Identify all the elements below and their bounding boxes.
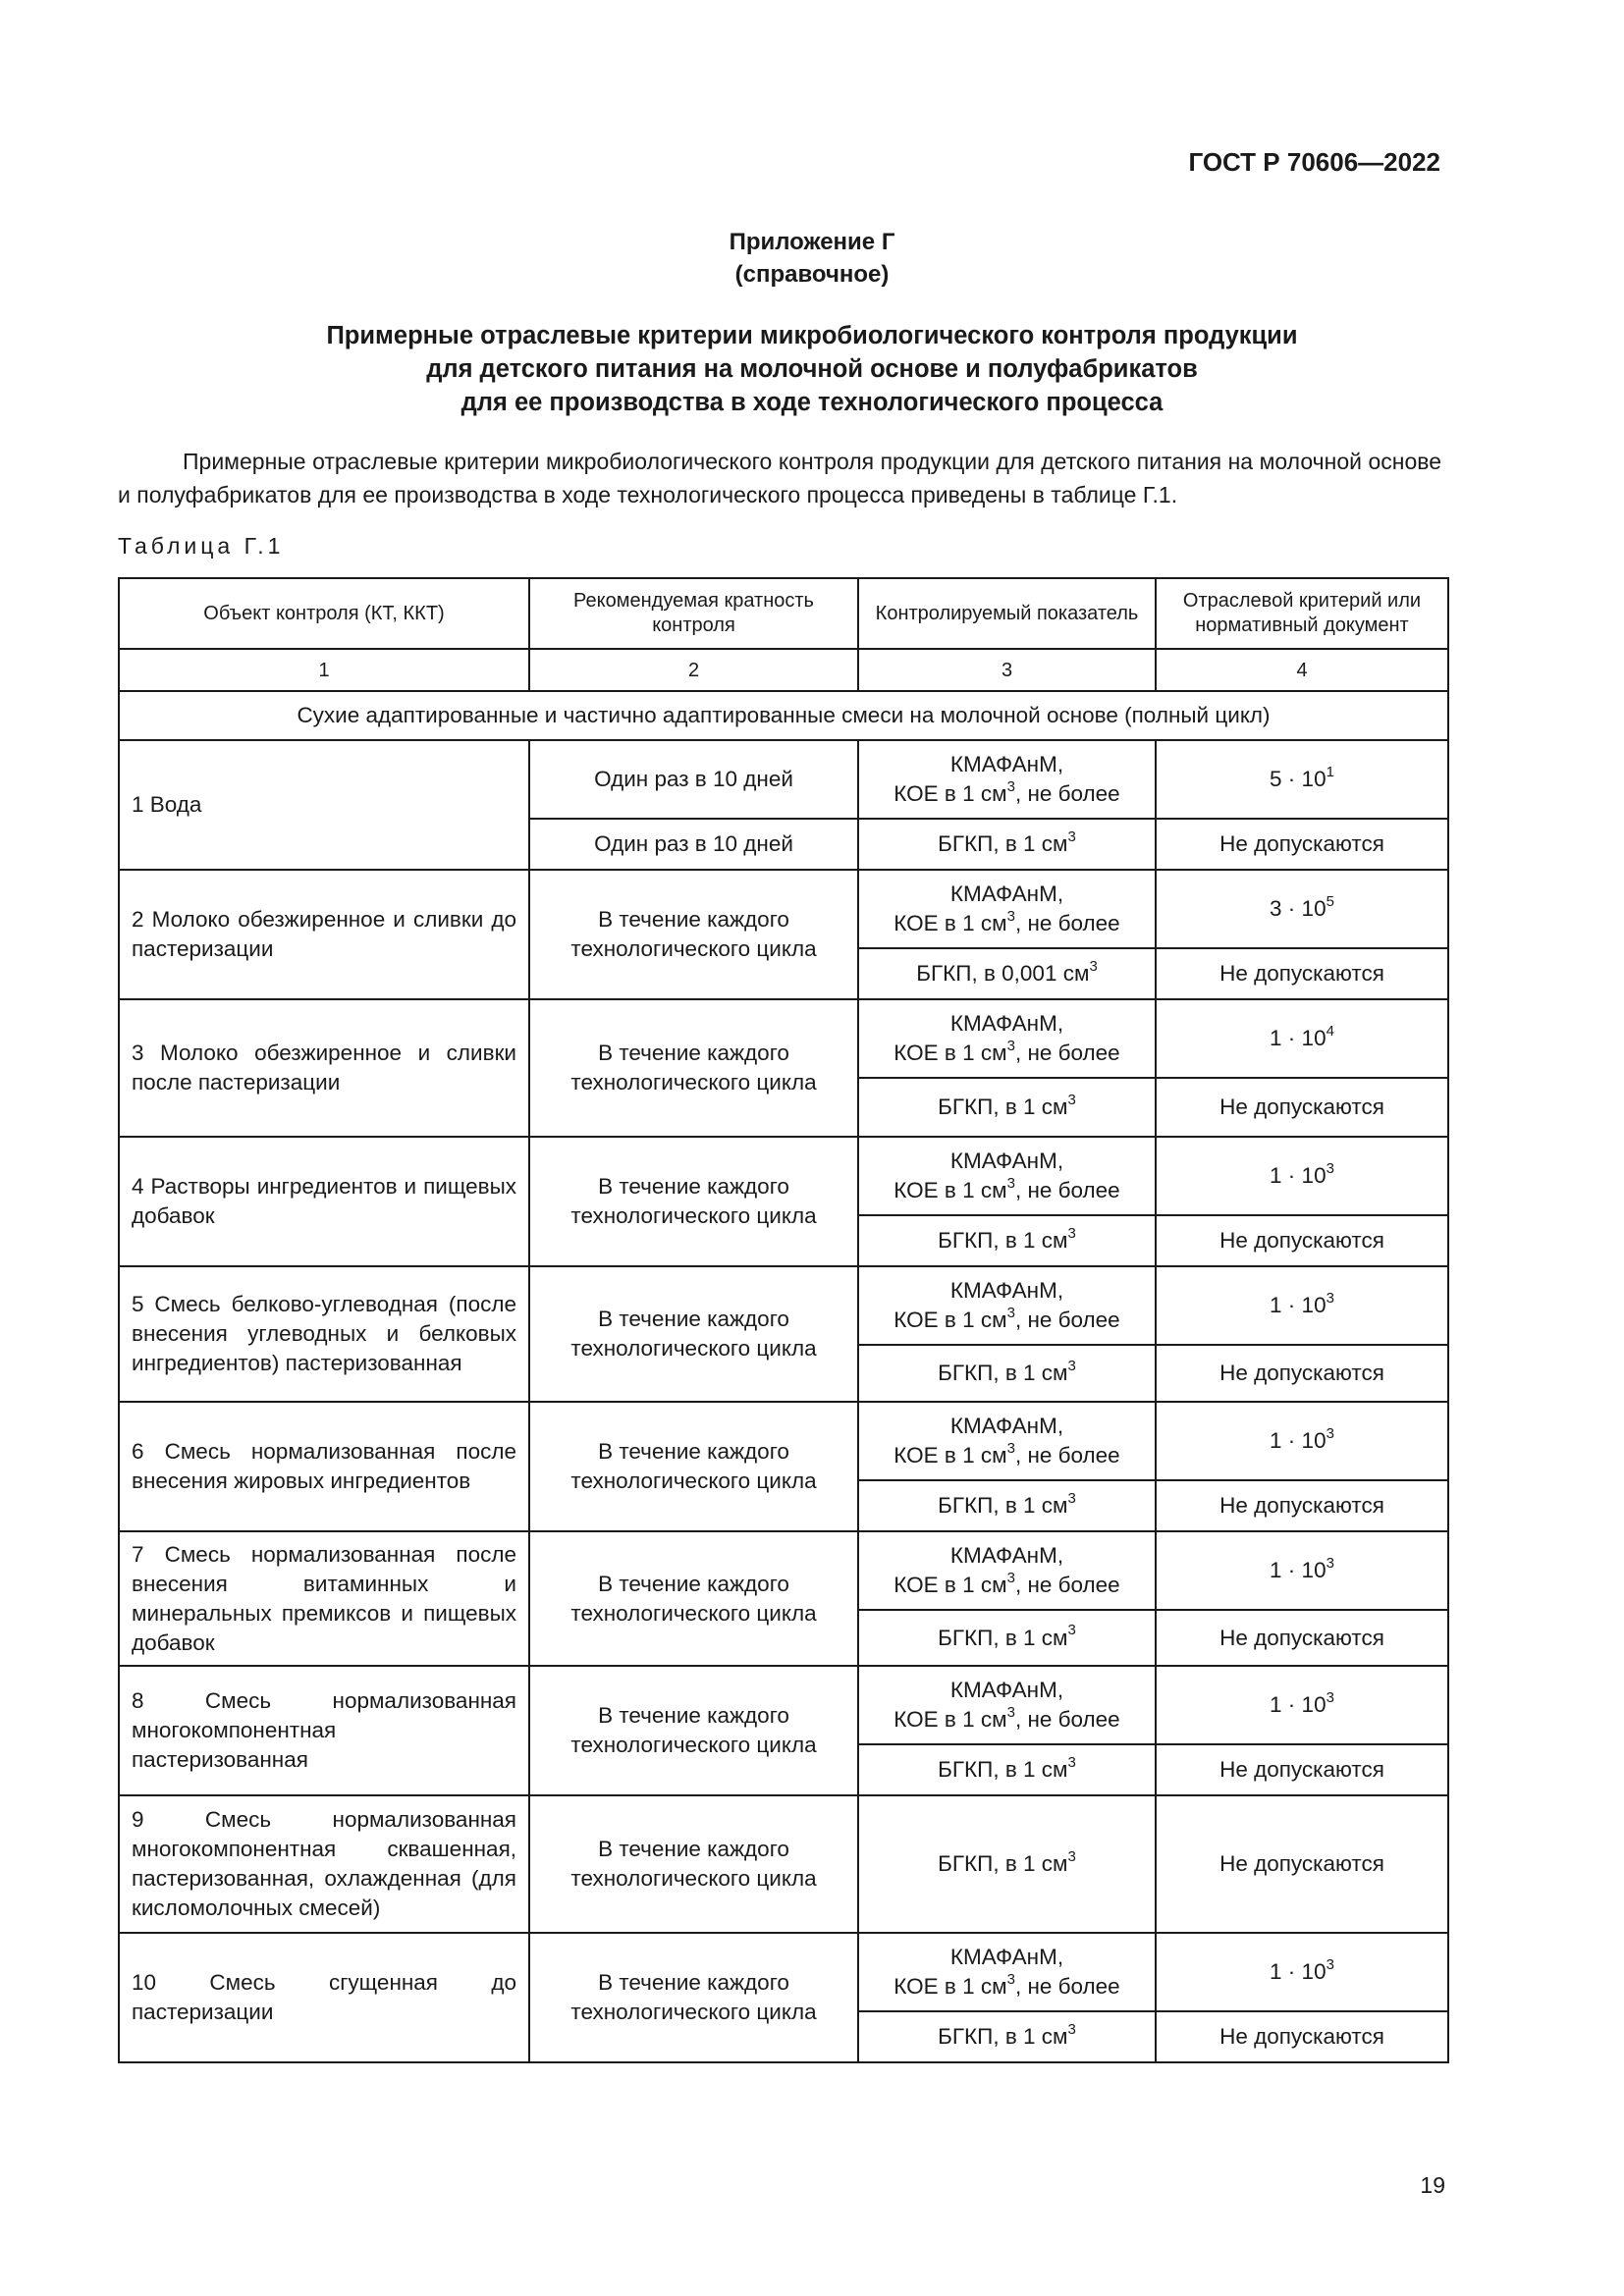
frequency-cell: Один раз в 10 дней [529, 819, 858, 870]
frequency-cell: В течение каждого технологического цикла [529, 1402, 858, 1531]
criterion-cell: $1 \cdot 10^3$ [1156, 1402, 1448, 1480]
column-number-row [119, 649, 1448, 691]
criterion-cell: Не допускаются [1156, 1078, 1448, 1137]
indicator-cell: КМАФАнМ, КОЕ в 1 $см^3$, не более [858, 1402, 1156, 1480]
object-cell: 10 Смесь сгущенная до пастеризации [119, 1933, 529, 2062]
indicator-cell: КМАФАнМ, КОЕ в 1 $см^3$, не более [858, 1666, 1156, 1744]
criterion-cell: $3 \cdot 10^5$ [1156, 870, 1448, 948]
object-cell: 5 Смесь белково-углеводная (после внесения углеводных и белковых ингредиентов) пастеризованная [119, 1266, 529, 1402]
table-row [119, 740, 1448, 819]
criterion-cell: Не допускаются [1156, 1795, 1448, 1933]
criterion-cell: Не допускаются [1156, 1215, 1448, 1266]
criterion-cell: Не допускаются [1156, 2011, 1448, 2062]
frequency-cell: В течение каждого технологического цикла [529, 1933, 858, 2062]
frequency-cell: Один раз в 10 дней [529, 740, 858, 819]
criterion-cell: $1 \cdot 10^4$ [1156, 999, 1448, 1078]
frequency-cell: В течение каждого технологического цикла [529, 870, 858, 999]
object-cell: 2 Молоко обезжиренное и сливки до пастеризации [119, 870, 529, 999]
header-indicator: Контролируемый показатель [858, 578, 1156, 649]
object-cell: 4 Растворы ингредиентов и пищевых добавок [119, 1137, 529, 1266]
criterion-cell: $1 \cdot 10^3$ [1156, 1666, 1448, 1744]
indicator-cell: БГКП, в 1 $см^3$ [858, 1480, 1156, 1531]
table-row [119, 1531, 1448, 1610]
criterion-cell: Не допускаются [1156, 1744, 1448, 1795]
frequency-cell: В течение каждого технологического цикла [529, 1531, 858, 1666]
section-row [119, 691, 1448, 740]
column-number: 1 [119, 649, 529, 691]
table-row [119, 1933, 1448, 2011]
indicator-cell: КМАФАнМ, КОЕ в 1 $см^3$, не более [858, 999, 1156, 1078]
title-line: для ее производства в ходе технологического процесса [460, 389, 1164, 416]
criterion-cell: $1 \cdot 10^3$ [1156, 1531, 1448, 1610]
table-row [119, 1266, 1448, 1345]
indicator-cell: БГКП, в 1 $см^3$ [858, 819, 1156, 870]
object-cell: 8 Смесь нормализованная многокомпонентная пастеризованная [119, 1666, 529, 1795]
table-row [119, 1137, 1448, 1215]
frequency-cell: В течение каждого технологического цикла [529, 1266, 858, 1402]
criteria-table [118, 577, 1449, 2063]
indicator-cell: КМАФАнМ, КОЕ в 1 $см^3$, не более [858, 1531, 1156, 1610]
appendix-kind: (справочное) [734, 261, 890, 288]
object-cell: 9 Смесь нормализованная многокомпонентная сквашенная, пастеризованная, охлажденная (для кисломолочных смесей) [119, 1795, 529, 1933]
indicator-cell: БГКП, в 1 $см^3$ [858, 1744, 1156, 1795]
table-row [119, 1402, 1448, 1480]
table-row [119, 1666, 1448, 1744]
indicator-cell: КМАФАнМ, КОЕ в 1 $см^3$, не более [858, 870, 1156, 948]
table-label: Таблица Г.1 [118, 533, 285, 559]
header-criterion: Отраслевой критерий или нормативный документ [1156, 578, 1448, 649]
criterion-cell: Не допускаются [1156, 948, 1448, 999]
frequency-cell: В течение каждого технологического цикла [529, 999, 858, 1137]
criterion-cell: Не допускаются [1156, 1345, 1448, 1402]
standard-designation: ГОСТ Р 70606—2022 [1188, 147, 1440, 177]
table-row [119, 870, 1448, 948]
title-line: Примерные отраслевые критерии микробиологического контроля продукции [326, 322, 1298, 349]
object-cell: 3 Молоко обезжиренное и сливки после пастеризации [119, 999, 529, 1137]
indicator-cell: БГКП, в 1 $см^3$ [858, 1215, 1156, 1266]
intro-paragraph: Примерные отраслевые критерии микробиологического контроля продукции для детского питания на молочной основе и полуфабрикатов для ее производства в ходе технологического процесса приведены в таблице Г.1. [118, 449, 1441, 507]
header-frequency: Рекомендуемая кратность контроля [529, 578, 858, 649]
object-cell: 6 Смесь нормализованная после внесения жировых ингредиентов [119, 1402, 529, 1531]
column-number: 3 [858, 649, 1156, 691]
criterion-cell: Не допускаются [1156, 819, 1448, 870]
criterion-cell: $1 \cdot 10^3$ [1156, 1266, 1448, 1345]
object-cell: 1 Вода [119, 740, 529, 870]
indicator-cell: КМАФАнМ, КОЕ в 1 $см^3$, не более [858, 1137, 1156, 1215]
indicator-cell: КМАФАнМ, КОЕ в 1 $см^3$, не более [858, 1933, 1156, 2011]
criterion-cell: $1 \cdot 10^3$ [1156, 1933, 1448, 2011]
indicator-cell: БГКП, в 1 $см^3$ [858, 1610, 1156, 1666]
criterion-cell: $1 \cdot 10^3$ [1156, 1137, 1448, 1215]
frequency-cell: В течение каждого технологического цикла [529, 1666, 858, 1795]
indicator-cell: БГКП, в 1 $см^3$ [858, 1345, 1156, 1402]
object-cell: 7 Смесь нормализованная после внесения витаминных и минеральных премиксов и пищевых добавок [119, 1531, 529, 1666]
indicator-cell: БГКП, в 1 $см^3$ [858, 1078, 1156, 1137]
table-row [119, 999, 1448, 1078]
frequency-cell: В течение каждого технологического цикла [529, 1137, 858, 1266]
section-title: Сухие адаптированные и частично адаптированные смеси на молочной основе (полный цикл) [119, 691, 1448, 740]
criterion-cell: $5 \cdot 10^1$ [1156, 740, 1448, 819]
indicator-cell: КМАФАнМ, КОЕ в 1 $см^3$, не более [858, 1266, 1156, 1345]
appendix-heading [0, 226, 1624, 291]
criterion-cell: Не допускаются [1156, 1610, 1448, 1666]
indicator-cell: КМАФАнМ, КОЕ в 1 $см^3$, не более [858, 740, 1156, 819]
column-number: 4 [1156, 649, 1448, 691]
indicator-cell: БГКП, в 1 $см^3$ [858, 1795, 1156, 1933]
document-title [0, 319, 1624, 419]
indicator-cell: БГКП, в 1 $см^3$ [858, 2011, 1156, 2062]
appendix-name: Приложение Г [729, 229, 895, 255]
header-object: Объект контроля (КТ, ККТ) [119, 578, 529, 649]
frequency-cell: В течение каждого технологического цикла [529, 1795, 858, 1933]
indicator-cell: БГКП, в 0,001 $см^3$ [858, 948, 1156, 999]
title-line: для детского питания на молочной основе и полуфабрикатов [426, 355, 1198, 383]
column-number: 2 [529, 649, 858, 691]
criterion-cell: Не допускаются [1156, 1480, 1448, 1531]
page-number: 19 [1420, 2172, 1445, 2198]
table-row [119, 1795, 1448, 1933]
